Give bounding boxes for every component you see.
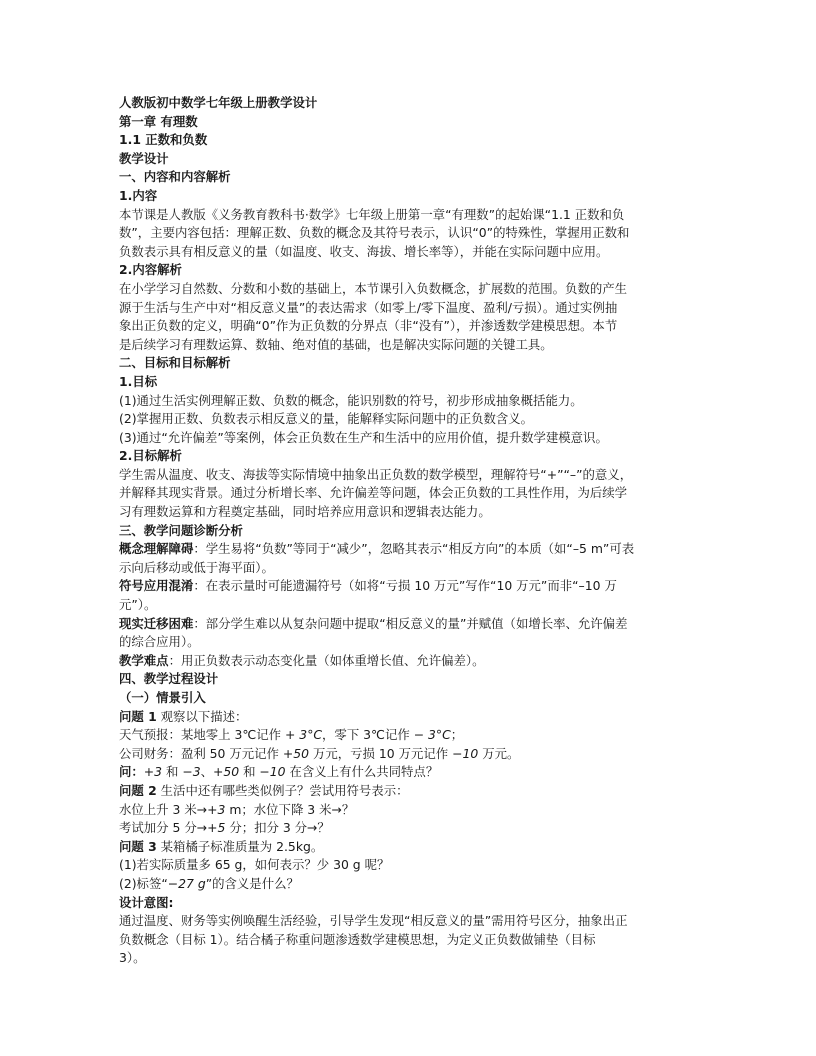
example-line	[119, 819, 699, 838]
paragraph-line: 3）。	[119, 950, 146, 966]
text-run: ，零下 3℃记作	[322, 727, 414, 743]
paragraph-line: 习有理数运算和方程奠定基础，同时培养应用意识和逻辑表达能力。	[119, 504, 491, 520]
example-line	[119, 763, 699, 782]
diagnosis-item	[119, 540, 699, 559]
text-run: ”的含义是什么？	[205, 875, 299, 891]
math-run: +50	[282, 745, 310, 761]
question-1	[119, 708, 699, 727]
paragraph-line: 通过温度、财务等实例唤醒生活经验，引导学生发现“相反意义的量”需用符号区分，抽象出正	[119, 913, 628, 929]
section-heading: 1.1 正数和负数	[119, 132, 208, 148]
design-heading: 教学设计	[119, 150, 169, 166]
question-text: 生活中还有哪些类似例子？尝试用符号表示：	[156, 782, 409, 798]
math-run: −10	[452, 745, 479, 761]
question-3	[119, 838, 699, 857]
text-run: ；	[450, 727, 464, 743]
diagnosis-item	[119, 577, 699, 596]
paragraph-line: 负数概念（目标 1）。结合橘子称重问题渗透数学建模思想，为定义正负数做铺垫（目标	[119, 931, 596, 947]
text-run: 、	[200, 764, 213, 780]
diagnosis-label: 现实迁移困难	[119, 615, 194, 631]
example-line	[119, 745, 699, 764]
text-run: 问：	[119, 764, 144, 780]
text-run: 水位上升 3 米→	[119, 801, 208, 817]
diagnosis-text: ：部分学生难以从复杂问题中提取“相反意义的量”并赋值（如增长率、允许偏差	[193, 615, 628, 631]
paragraph-line: 元”）。	[119, 597, 157, 613]
subheading-content-analysis: 2.内容解析	[119, 262, 182, 278]
paragraph-line: 并解释其现实背景。通过分析增长率、允许偏差等问题，体会正负数的工具性作用，为后续学	[119, 485, 628, 501]
math-run: − 3°C	[413, 727, 451, 743]
chapter-heading: 第一章 有理数	[119, 113, 198, 129]
heading-goals: 二、目标和目标解析	[119, 355, 231, 371]
question-label: 问题 3	[119, 838, 157, 854]
sub-question	[119, 875, 699, 894]
text-run: 和	[239, 764, 260, 780]
heading-diagnosis: 三、教学问题诊断分析	[119, 522, 243, 538]
paragraph-line: 负数表示具有相反意义的量（如温度、收支、海拔、增长率等），并能在实际问题中应用。	[119, 243, 609, 259]
question-label: 问题 2	[119, 782, 157, 798]
paragraph-line: 的综合应用）。	[119, 634, 200, 650]
document-page	[119, 94, 699, 968]
paragraph-line: 学生需从温度、收支、海拔等实际情境中抽象出正负数的数学模型，理解符号“+”“–”的意义，	[119, 466, 633, 482]
diagnosis-item	[119, 615, 699, 634]
design-intent-label: 设计意图:	[119, 894, 174, 910]
text-run: 分；扣分 3 分→？	[225, 820, 330, 836]
diagnosis-text: ：学生易将“负数”等同于“减少”，忽略其表示“相反方向”的本质（如“–5 m”可表	[193, 541, 635, 557]
subheading-content: 1.内容	[119, 187, 158, 203]
question-label: 问题 1	[119, 708, 157, 724]
text-run: 万元，亏损 10 万元记作	[309, 745, 453, 761]
math-run: −3	[182, 764, 201, 780]
paragraph-line: 数”，主要内容包括：理解正数、负数的概念及其符号表示，认识“0”的特殊性，掌握用正数和	[119, 225, 630, 241]
sub-question: (1)若实际质量多 65 g，如何表示？少 30 g 呢？	[119, 857, 390, 873]
heading-content-analysis: 一、内容和内容解析	[119, 169, 231, 185]
text-run: 和	[162, 764, 183, 780]
question-2	[119, 782, 699, 801]
subheading-scenario: （一）情景引入	[119, 690, 206, 705]
math-run: +3	[207, 801, 226, 817]
diagnosis-label: 符号应用混淆	[119, 578, 194, 594]
text-run: 考试加分 5 分→	[119, 820, 208, 836]
diagnosis-label: 教学难点	[119, 652, 169, 668]
goal-item: (2)掌握用正数、负数表示相反意义的量，能解释实际问题中的正负数含义。	[119, 411, 534, 427]
paragraph-line: 是后续学习有理数运算、数轴、绝对值的基础，也是解决实际问题的关键工具。	[119, 336, 553, 352]
document-title: 人教版初中数学七年级上册教学设计	[119, 95, 318, 110]
subheading-goal-analysis: 2.目标解析	[119, 448, 182, 464]
example-line	[119, 801, 699, 820]
text-run: 公司财务：盈利 50 万元记作	[119, 745, 283, 761]
text-run: 天气预报：某地零上 3℃记作	[119, 727, 285, 743]
heading-process: 四、教学过程设计	[119, 671, 219, 687]
goal-item: (1)通过生活实例理解正数、负数的概念，能识别数的符号，初步形成抽象概括能力。	[119, 392, 583, 408]
diagnosis-label: 概念理解障碍	[119, 541, 194, 557]
subheading-goals: 1.目标	[119, 373, 158, 389]
math-run: −10	[259, 764, 286, 780]
paragraph-line: 示向后移动或低于海平面）。	[119, 559, 274, 575]
diagnosis-text: ：用正负数表示动态变化量（如体重增长值、允许偏差）。	[168, 652, 485, 668]
paragraph-line: 象出正负数的定义，明确“0”作为正负数的分界点（非“没有”），并渗透数学建模思想。本节	[119, 318, 618, 334]
paragraph-line: 本节课是人教版《义务教育教科书·数学》七年级上册第一章“有理数”的起始课“1.1 正数和负	[119, 206, 625, 222]
math-run: −27 g	[167, 875, 206, 891]
math-run: + 3°C	[284, 727, 323, 743]
diagnosis-item	[119, 652, 699, 671]
paragraph-line: 在小学学习自然数、分数和小数的基础上，本节课引入负数概念，扩展数的范围。负数的产生	[119, 280, 628, 296]
math-run: +3	[143, 764, 163, 780]
question-text: 某箱橘子标准质量为 2.5kg。	[156, 838, 324, 854]
text-run: (2)标签“	[119, 875, 168, 891]
example-line	[119, 726, 699, 745]
text-run: 在含义上有什么共同特点？	[285, 764, 439, 780]
goal-item: (3)通过“允许偏差”等案例，体会正负数在生产和生活中的应用价值，提升数学建模意识。	[119, 429, 608, 445]
text-run: m；水位下降 3 米→？	[225, 801, 355, 817]
math-run: +5	[207, 820, 226, 836]
math-run: +50	[212, 764, 240, 780]
question-text: 观察以下描述：	[156, 708, 248, 724]
text-run: 万元。	[478, 745, 520, 761]
paragraph-line: 源于生活与生产中对“相反意义量”的表达需求（如零上/零下温度、盈利/亏损）。通过实例抽	[119, 299, 618, 315]
diagnosis-text: ：在表示量时可能遗漏符号（如将“亏损 10 万元”写作“10 万元”而非“–10 万	[193, 578, 617, 594]
